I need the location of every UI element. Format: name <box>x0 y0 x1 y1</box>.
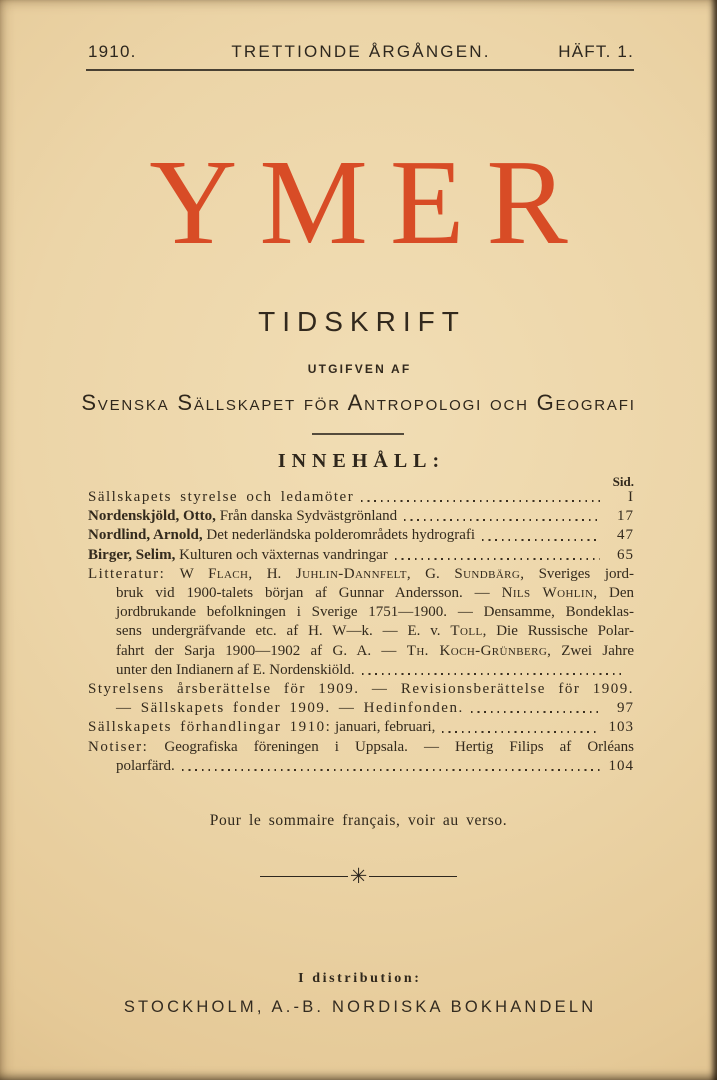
dotted-leader <box>404 519 600 521</box>
toc-row <box>88 565 634 584</box>
toc-row <box>88 718 634 737</box>
page-number: I <box>628 489 634 505</box>
toc-row <box>88 507 634 526</box>
page-number: 65 <box>617 546 634 563</box>
published-by-label: UTGIFVEN AF <box>307 362 412 376</box>
toc-entry-text: — Sällskapets fonder 1909. — Hedinfonden. <box>116 700 464 717</box>
dotted-leader <box>395 558 600 560</box>
page-number: 17 <box>617 508 634 525</box>
toc-entry-text: Birger, Selim, Kulturen och växternas vandringar <box>88 546 388 563</box>
toc-entry-text: Styrelsens årsberättelse för 1909. — Revisionsberättelse för 1909. <box>88 681 634 698</box>
toc-entry-text: jordbrukande befolkningen i Sverige 1751—1900. — Densamme, Bondeklas- <box>116 604 634 621</box>
section-rule <box>312 433 404 435</box>
page-number: 104 <box>608 757 634 774</box>
toc-row <box>88 546 634 565</box>
toc-row <box>88 488 634 507</box>
toc-row <box>88 526 634 545</box>
toc-row <box>88 661 634 680</box>
toc-row <box>88 699 634 718</box>
toc-entry-text: polarfärd. <box>116 757 175 774</box>
dotted-leader <box>362 673 626 675</box>
toc-entry-text: Sällskapets förhandlingar 1910: januari, februari, <box>88 719 436 736</box>
journal-subtitle: TIDSKRIFT <box>258 306 466 337</box>
page-number: 47 <box>617 527 634 544</box>
toc-entry-text: unter den Indianern af E. Nordenskiöld. <box>116 661 355 678</box>
dotted-leader <box>471 711 600 713</box>
toc-entry-text: bruk vid 1900-talets början af Gunnar Andersson. — Nils Wohlin, Den <box>116 585 634 602</box>
toc-heading: INNEHÅLL: <box>277 450 446 472</box>
toc-entry-text: fahrt der Sarja 1900—1902 af G. A. — Th. Koch-Grünberg, Zwei Jahre <box>116 642 635 659</box>
toc-entry-text: Litteratur: W Flach, H. Juhlin-Dannfelt, G. Sundbärg, Sveriges jord- <box>88 565 634 582</box>
toc-row <box>88 680 634 699</box>
toc-row <box>88 603 634 622</box>
dotted-leader <box>182 769 600 771</box>
divider <box>0 866 717 887</box>
toc-row <box>88 757 634 776</box>
toc-entry-text: sens undergräfvande etc. af H. W—k. — E. v. Toll, Die Russische Polar- <box>116 623 634 640</box>
page-number: 97 <box>617 700 634 717</box>
divider-line-left <box>260 876 348 878</box>
publisher-name: STOCKHOLM, A.-B. NORDISKA BOKHANDELN <box>123 998 597 1016</box>
french-note: Pour le sommaire français, voir au verso. <box>209 812 508 829</box>
toc-row <box>88 584 634 603</box>
toc-entry-text: Nordlind, Arnold, Det nederländska polderområdets hydrografi <box>88 527 476 544</box>
society-name: Svenska Sällskapet för Antropologi och Geografi <box>81 390 636 415</box>
toc-row <box>88 622 634 641</box>
toc-row <box>88 642 634 661</box>
journal-title: YMER <box>149 135 590 270</box>
distribution-label: I distribution: <box>298 971 422 986</box>
header-rule <box>86 69 634 71</box>
issue-label: HÄFT. 1. <box>558 42 634 61</box>
dotted-leader <box>482 539 600 541</box>
page-column-label: Sid. <box>612 474 634 489</box>
divider-line-right <box>369 876 457 878</box>
toc-entry-text: Nordenskjöld, Otto, Från danska Sydvästgrönland <box>88 508 398 525</box>
page-number: 103 <box>608 719 634 736</box>
toc <box>88 488 634 776</box>
year-label: 1910. <box>88 42 137 61</box>
toc-entry-text: Notiser: Geografiska föreningen i Uppsala. — Hertig Filips af Orléans <box>88 738 634 755</box>
volume-label: TRETTIONDE ÅRGÅNGEN. <box>231 42 491 61</box>
asterisk-ornament-icon: ✳ <box>349 864 368 888</box>
toc-row <box>88 738 634 757</box>
dotted-leader <box>361 500 600 502</box>
toc-entry-text: Sällskapets styrelse och ledamöter <box>88 489 355 505</box>
journal-header <box>88 42 634 62</box>
dotted-leader <box>442 731 600 733</box>
